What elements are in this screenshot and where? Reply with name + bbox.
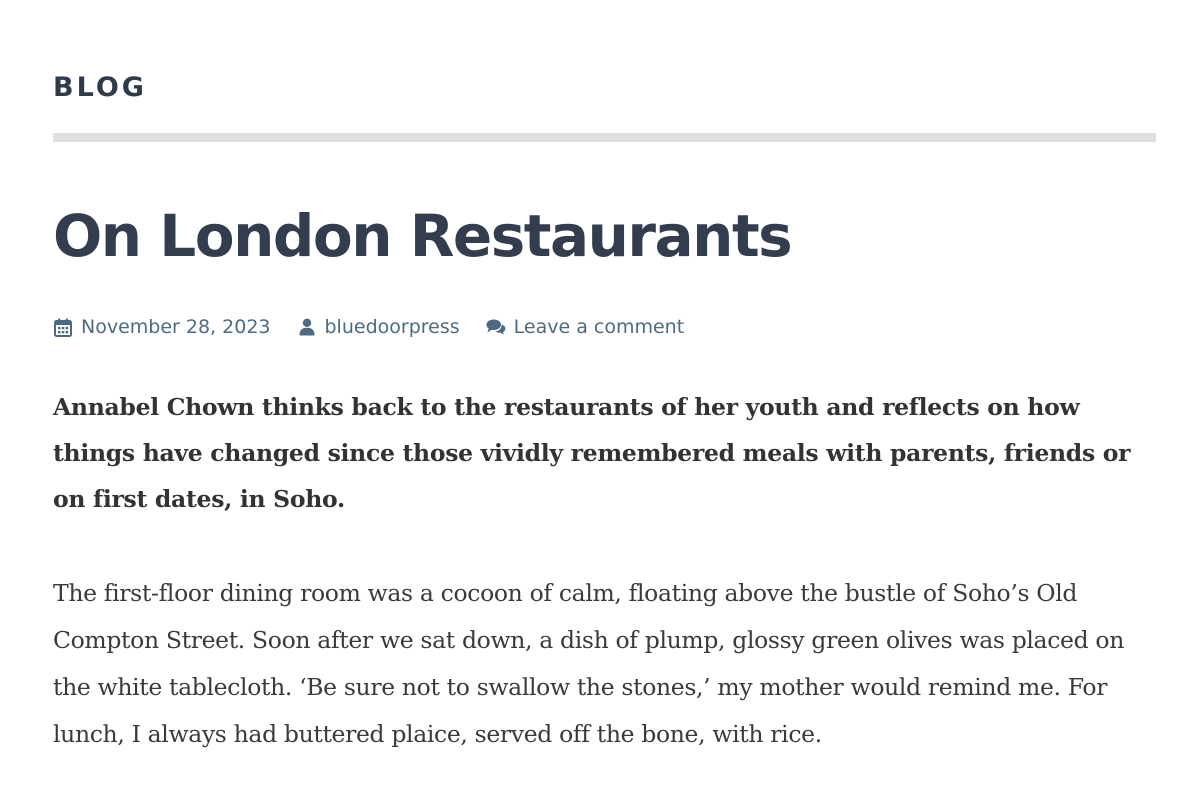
post-body: The first-floor dining room was a cocoon of calm, floating above the bustle of Soho’s Old Compton Street. Soon after we sat down, a dish of plump, glossy green olives was placed on the white tablecloth. ‘Be sure not to swallow the stones,’ my mother would remind me. For lunch, I always had buttered plaice, served off the bone, with rice. [53,579,1124,748]
comments-label: Leave a comment [513,316,685,338]
post-date: November 28, 2023 [81,316,271,338]
section-divider [53,133,1156,142]
post-lead: Annabel Chown thinks back to the restaurants of her youth and reflects on how things have changed since those vividly remembered meals with parents, friends or on first dates, in Soho. [53,393,1131,513]
leave-comment-link[interactable] [486,316,685,338]
user-icon [297,317,317,337]
section-title: BLOG [53,72,147,103]
post-author-link[interactable] [297,316,460,338]
post-date-link[interactable] [53,316,271,338]
comments-icon [486,317,506,337]
post-author: bluedoorpress [324,316,460,338]
calendar-icon [53,317,73,337]
post-title: On London Restaurants [53,202,792,270]
post-meta [53,313,684,341]
